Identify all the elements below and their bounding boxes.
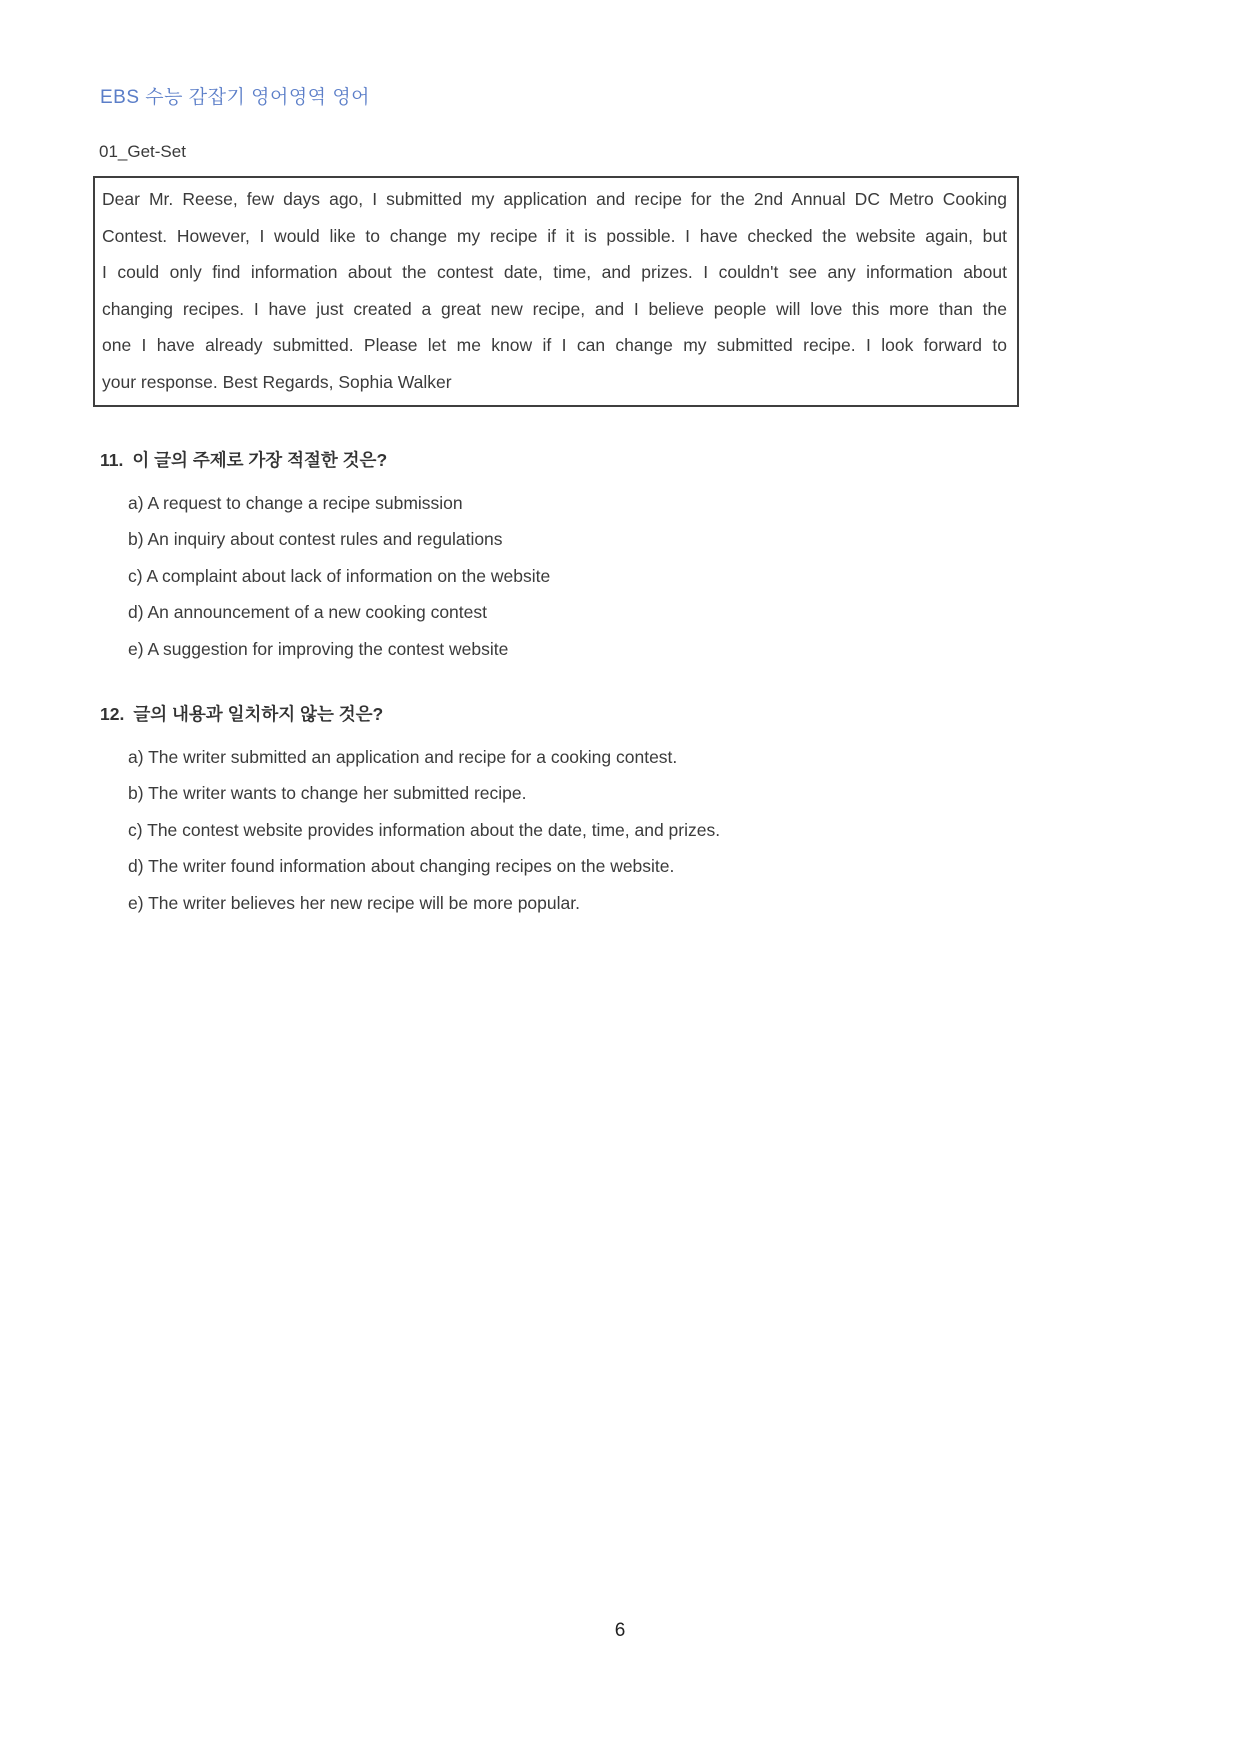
page-number: 6 xyxy=(614,1620,626,1641)
question-12-option-a: a) The writer submitted an application and recipe for a cooking contest. xyxy=(128,746,678,767)
passage-line: changing recipes. I have just created a great new recipe, and I believe people will love this more than the xyxy=(102,298,1007,319)
question-12-option-b: b) The writer wants to change her submitted recipe. xyxy=(128,783,527,804)
question-12-options xyxy=(100,739,1120,922)
question-11-options xyxy=(100,485,1120,668)
question-11-number: 11. xyxy=(100,449,124,470)
question-12-text: 글의 내용과 일치하지 않는 것은? xyxy=(133,703,384,724)
question-12-option-c: c) The contest website provides information about the date, time, and prizes. xyxy=(128,819,721,840)
question-12 xyxy=(100,701,1120,922)
question-12-stem xyxy=(100,701,1120,727)
question-12-option-d: d) The writer found information about changing recipes on the website. xyxy=(128,856,675,877)
passage-line: Contest. However, I would like to change my recipe if it is possible. I have checked the website again, but xyxy=(102,225,1007,246)
passage-line: Dear Mr. Reese, few days ago, I submitted my application and recipe for the 2nd Annual DC Metro Cooking xyxy=(102,189,1007,209)
question-11-option-d: d) An announcement of a new cooking contest xyxy=(128,602,487,623)
question-12-number: 12. xyxy=(100,703,125,724)
question-11 xyxy=(100,447,1120,668)
question-11-text: 이 글의 주제로 가장 적절한 것은? xyxy=(132,449,388,470)
passage-box xyxy=(93,176,1019,407)
passage-line: one I have already submitted. Please let me know if I can change my submitted recipe. I look forward to xyxy=(102,335,1007,356)
question-11-option-b: b) An inquiry about contest rules and regulations xyxy=(128,529,503,550)
document-header: EBS 수능 감잡기 영어영역 영어 xyxy=(100,87,371,108)
question-11-option-e: e) A suggestion for improving the contest website xyxy=(128,638,509,659)
question-11-option-c: c) A complaint about lack of information on the website xyxy=(128,565,551,586)
passage-line: I could only find information about the contest date, time, and prizes. I couldn't see any information about xyxy=(102,262,1007,283)
section-title: 01_Get-Set xyxy=(99,142,186,161)
question-11-stem xyxy=(100,447,1120,473)
question-12-option-e: e) The writer believes her new recipe will be more popular. xyxy=(128,892,580,913)
passage-line: your response. Best Regards, Sophia Walker xyxy=(102,371,452,392)
question-11-option-a: a) A request to change a recipe submission xyxy=(128,492,463,513)
